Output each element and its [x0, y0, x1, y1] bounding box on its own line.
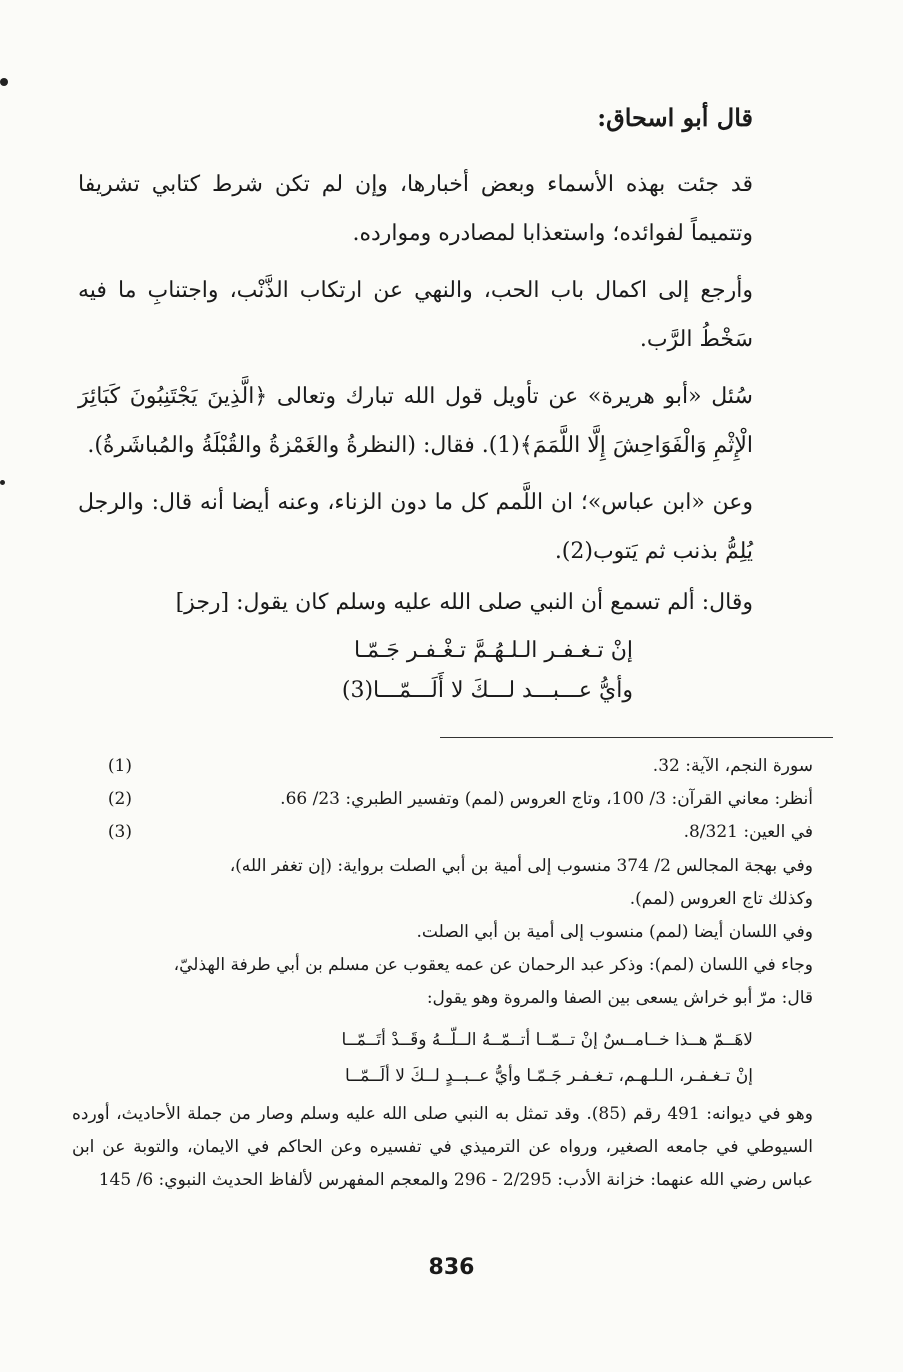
paragraph-3: سُئل «أبو هريرة» عن تأويل قول الله تبارك وتعالى ﴿الَّذِينَ يَجْتَنِبُونَ كَبَائِرَ الْإِثْمِ وَالْفَوَاحِشَ إِلَّا اللَّمَمَ﴾(1). فقال: (النظرةُ والغَمْزةُ والقُبْلَةُ والمُباشَرةُ).: [78, 384, 753, 458]
footnote-number: (2): [107, 789, 132, 809]
paragraph-1: قد جئت بهذه الأسماء وبعض أخبارها، وإن لم تكن شرط كتابي تشريفا وتتميماً لفوائده؛ واستعذابا لمصادره وموارده.: [78, 172, 753, 246]
footnote-number: (1): [107, 756, 132, 776]
footnote-item: [72, 816, 813, 849]
footnote-verse-1: لاهَــمّ هــذا خــامــسٌ إنْ تــمّــا أتــمّــهُ الــلّــهُ وقَــدْ أتَــمّــا: [341, 1030, 753, 1050]
paragraph-2: وأرجع إلى اكمال باب الحب، والنهي عن ارتكاب الذَّنْب، واجتنابِ ما فيه سَخْطُ الرَّب.: [78, 278, 753, 352]
footnote-verse-2: إنْ تـغـفـر، الـلـهـم، تـغـفـر جَـمّـا وأيُّ عــبــدٍ لــكَ لا ألَــمّــا: [345, 1066, 753, 1086]
footnote-line: وفي بهجة المجالس 2/ 374 منسوب إلى أمية بن أبي الصلت برواية: (إن تغفر الله)،: [229, 856, 813, 876]
section-heading: قال أبو اسحاق:: [597, 103, 753, 132]
footnote-3-body: [72, 850, 813, 1015]
paragraph-5: وقال: ألم تسمع أن النبي صلى الله عليه وسلم كان يقول: [رجز]: [175, 590, 753, 615]
scan-mark-dot: [0, 480, 5, 485]
scan-mark-dot: [0, 78, 8, 86]
verse-line-2: وأيُّ عـــبـــد لـــكَ لا أَلَـــمّـــا(3): [341, 678, 633, 703]
footnote-text: في العين: 8/321.: [683, 822, 813, 842]
verse-line-1: إنْ تـغـفـر الـلـهُـمَّ تـغْـفـر جَـمّـا: [353, 638, 633, 663]
footnote-text: أنظر: معاني القرآن: 3/ 100، وتاج العروس (لمم) وتفسير الطبري: 23/ 66.: [280, 789, 813, 809]
footnote-line: وفي اللسان أيضا (لمم) منسوب إلى أمية بن أبي الصلت.: [416, 922, 813, 942]
footnote-item: [72, 783, 813, 816]
footnote-text: سورة النجم، الآية: 32.: [652, 756, 813, 776]
footnote-item: [72, 750, 813, 783]
footnote-separator: [440, 737, 833, 738]
paragraph-4: وعن «ابن عباس»؛ ان اللَّمم كل ما دون الزناء، وعنه أيضا أنه قال: والرجل يُلِمُّ بذنب ثم يَتوب(2).: [78, 490, 753, 564]
footnote-number: (3): [107, 822, 132, 842]
footnote-tail: وهو في ديوانه: 491 رقم (85). وقد تمثل به النبي صلى الله عليه وسلم وصار من جملة الأحاديث، أورده السيوطي في جامعه الصغير، ورواه عن الترميذي في تفسيره وعن الحاكم في الايمان، والتوبة عن ابن عباس رضي الله عنهما: خزانة الأدب: 2/295 - 296 والمعجم المفهرس لألفاظ الحديث النبوي: 6/ 145: [72, 1104, 813, 1190]
page-number: 836: [428, 1255, 475, 1280]
footnote-line: وكذلك تاج العروس (لمم).: [629, 889, 813, 909]
footnote-line: وجاء في اللسان (لمم): وذكر عبد الرحمان عن عمه يعقوب عن مسلم بن أبي طرفة الهذليّ،: [173, 955, 813, 975]
footnote-line: قال: مرّ أبو خراش يسعى بين الصفا والمروة وهو يقول:: [426, 988, 813, 1008]
footnote-list: [72, 750, 813, 849]
